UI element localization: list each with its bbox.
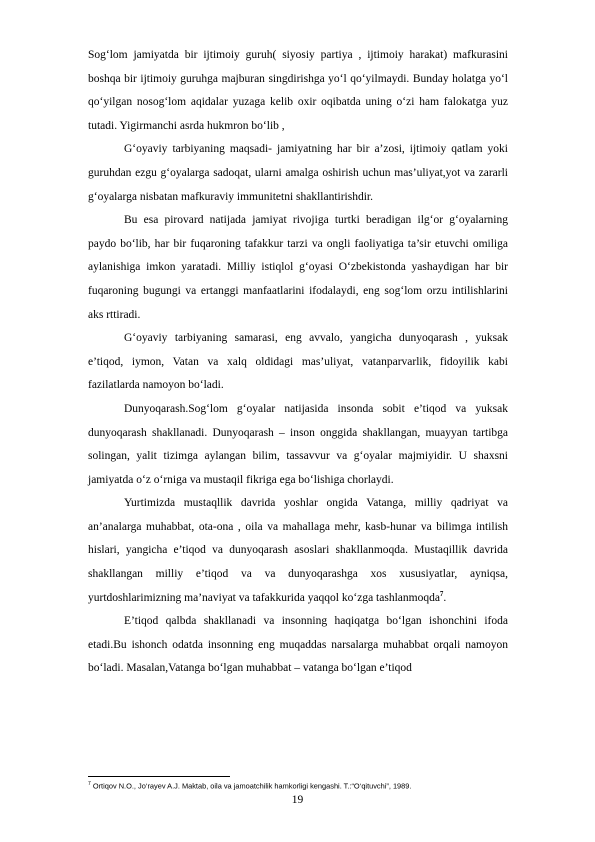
body-text [88,44,508,681]
paragraph-5: Dunyoqarash.Sog‘lom g‘oyalar natijasida insonda sobit e’tiqod va yuksak dunyoqarash shakllanadi. Dunyoqarash – inson onggida shakllangan, muayyan tartibga solingan, yalit tizimga aylangan bilim, tassavvur va g‘oyalar majmiyidir. U shaxsni jamiyatda o‘z o‘rniga va mustaqil fikriga ega bo‘lishiga chorlaydi. [88,402,508,486]
footnote-separator [88,776,230,777]
paragraph-2: G‘oyaviy tarbiyaning maqsadi- jamiyatning har bir a’zosi, ijtimoiy qatlam yoki guruhdan ezgu g‘oyalarga sadoqat, ularni amalga oshirish uchun mas’uliyat,yot va zararli g‘oyalarga nisbatan mafkuraviy immunitetni shakllantirishdir. [88,143,508,203]
footnote [88,779,548,791]
footnote-number: 7 [88,781,91,787]
paragraph-3: Bu esa pirovard natijada jamiyat rivojiga turtki beradigan ilg‘or g‘oyalarning paydo bo‘lib, har bir fuqaroning tafakkur tarzi va ongli faoliyatiga ta’sir etuvchi omiliga aylanishiga imkon yaratadi. Milliy istiqlol g‘oyasi O‘zbekistonda yashaydigan har bir fuqaroning bugungi va ertanggi manfaatlarini ifodalaydi, eng sog‘lom orzu intilishlarini aks rttiradi. [88,214,508,321]
paragraph-6 [88,492,508,610]
paragraph-6-tail: . [443,591,447,604]
paragraph-1: Sog‘lom jamiyatda bir ijtimoiy guruh( siyosiy partiya , ijtimoiy harakat) mafkurasini boshqa bir ijtimoiy guruhga majburan singdirishga yo‘l qo‘yilmaydi. Bunday holatga yo‘l qo‘yilgan nosog‘lom aqidalar yuzaga kelib oxir oqibatda uning o‘zi ham falokatga yuz tutadi. Yigirmanchi asrda hukmron bo‘lib , [88,49,508,132]
page-number: 19 [291,794,304,806]
paragraph-4: G‘oyaviy tarbiyaning samarasi, eng avvalo, yangicha dunyoqarash , yuksak e’tiqod, iymon, Vatan va xalq oldidagi mas’uliyat, vatanparvarlik, fidoyilik kabi fazilatlarda namoyon bo‘ladi. [88,332,508,392]
footnote-text: Ortiqov N.O., Jo‘rayev A.J. Maktab, oila va jamoatchilik hamkorligi kengashi. T.:“O‘qituvchi”, 1989. [90,781,412,791]
paragraph-7: E’tiqod qalbda shakllanadi va insonning haqiqatga bo‘lgan ishonchini ifoda etadi.Bu ishonch odatda insonning eng muqaddas narsalarga muhabbat orqali namoyon bo‘ladi. Masalan,Vatanga bo‘lgan muhabbat – vatanga bo‘lgan e’tiqod [88,615,508,675]
paragraph-6-text: Yurtimizda mustaqllik davrida yoshlar ongida Vatanga, milliy qadriyat va an’analarga muhabbat, ota-ona , oila va mahallaga mehr, kasb-hunar va bilimga intilish hislari, yangicha e’tiqod va dunyoqarash asoslari shakllanmoqda. Mustaqillik davrida shakllangan milliy e’tiqod va va dunyoqarashga xos xususiyatlar, ayniqsa, yurtdoshlarimizning ma’naviyat va tafakkurida yaqqol ko‘zga tashlanmoqda [88,497,508,604]
footnote-reference[interactable]: 7 [439,589,444,598]
